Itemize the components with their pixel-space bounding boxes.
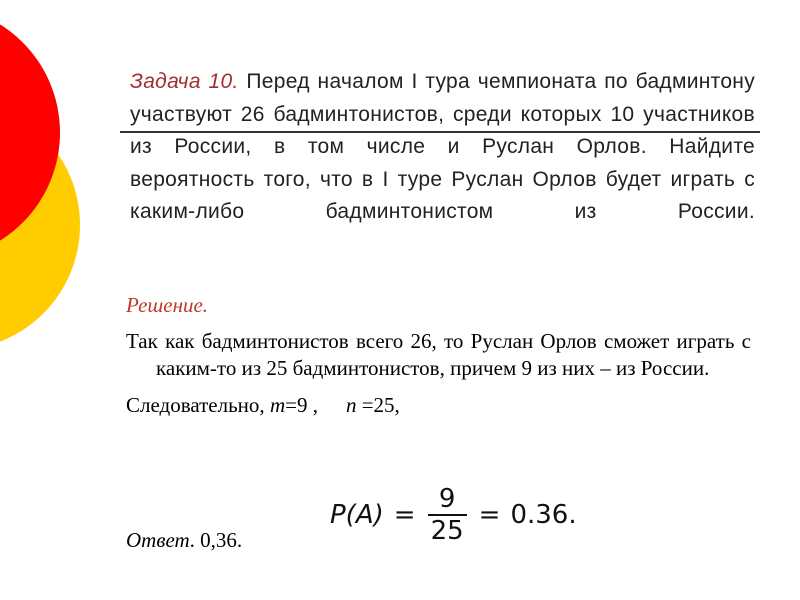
answer-value: . 0,36. [189,528,243,552]
m-value: =9 , [285,393,318,417]
fraction-denominator: 25 [430,516,464,546]
fraction-numerator: 9 [438,484,456,514]
answer-label: Ответ [126,528,190,552]
probability-formula [330,484,577,546]
formula-equals-1: = [393,500,416,530]
answer-line [126,528,242,553]
n-value: =25, [356,393,400,417]
problem-text: Перед началом I тура чемпионата по бадминтону участвуют 26 бадминтонистов, среди которых 10 участников из России, в том числе и Руслан Орлов. Найдите вероятность того, что в I туре Руслан Орлов будет играть с каким-либо бадминтонистом из России. [130,70,755,223]
solution-title: Решение. [126,293,209,317]
m-variable: m [269,393,286,417]
n-variable: n [345,393,357,417]
solution-block [126,290,751,419]
therefore-label: Следовательно, [126,393,265,417]
problem-statement [130,66,755,229]
formula-result: 0.36. [510,500,577,530]
title-underline [120,131,760,133]
formula-lhs: P(A) [330,500,384,530]
formula-equals-2: = [478,500,501,530]
problem-label: Задача 10. [130,70,239,93]
therefore-line [126,392,751,419]
solution-paragraph: Так как бадминтонистов всего 26, то Руслан Орлов сможет играть с каким-то из 25 бадминтонистов, причем 9 из них – из России. [126,329,751,380]
formula-fraction [428,484,467,546]
